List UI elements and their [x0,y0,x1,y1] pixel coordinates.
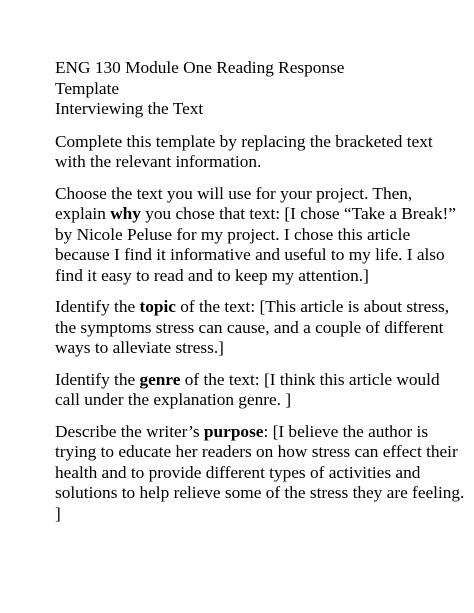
topic-prompt-start: Identify the [55,297,140,316]
topic-prompt-end: of the text: [175,297,260,316]
course-title: ENG 130 Module One Reading Response [55,58,345,77]
why-prompt-start: Choose the text you will use for your project. Then, explain [55,183,413,223]
template-label: Template [55,78,120,98]
assignment-subtitle: Interviewing the Text [55,99,204,118]
purpose-answer: [I believe the author is trying to educate her readers on how stress can effect their health and to provide different types of activities and solutions to help relieve some of the stress they are feeling. ] [55,421,465,523]
purpose-prompt-start: Describe the writer’s [55,421,204,441]
purpose-keyword: purpose [203,421,264,441]
topic-keyword: topic [139,297,176,316]
genre-prompt-end: of the text: [180,369,264,389]
instructions-paragraph: Complete this template by replacing the bracketed text with the relevant information. [55,131,433,171]
genre-prompt-start: Identify the [55,369,140,389]
genre-answer: [I think this article would call under the explanation genre. ] [55,369,440,409]
purpose-prompt-end: : [263,421,273,441]
genre-keyword: genre [139,369,181,389]
why-prompt-end: you chose that text: [140,204,285,223]
why-section [55,184,467,287]
topic-answer: [This article is about stress, the symptoms stress can cause, and a couple of different ways to alleviate stress.] [55,297,450,357]
topic-section [55,297,467,359]
why-keyword: why [110,204,141,223]
genre-section [55,370,467,411]
why-answer: [I chose “Take a Break!” by Nicole Peluse for my project. I chose this article because I find it informative and useful to my life. I also find it easy to read and to keep my attention.] [55,204,456,285]
document-page [55,58,467,524]
purpose-section [55,422,467,525]
